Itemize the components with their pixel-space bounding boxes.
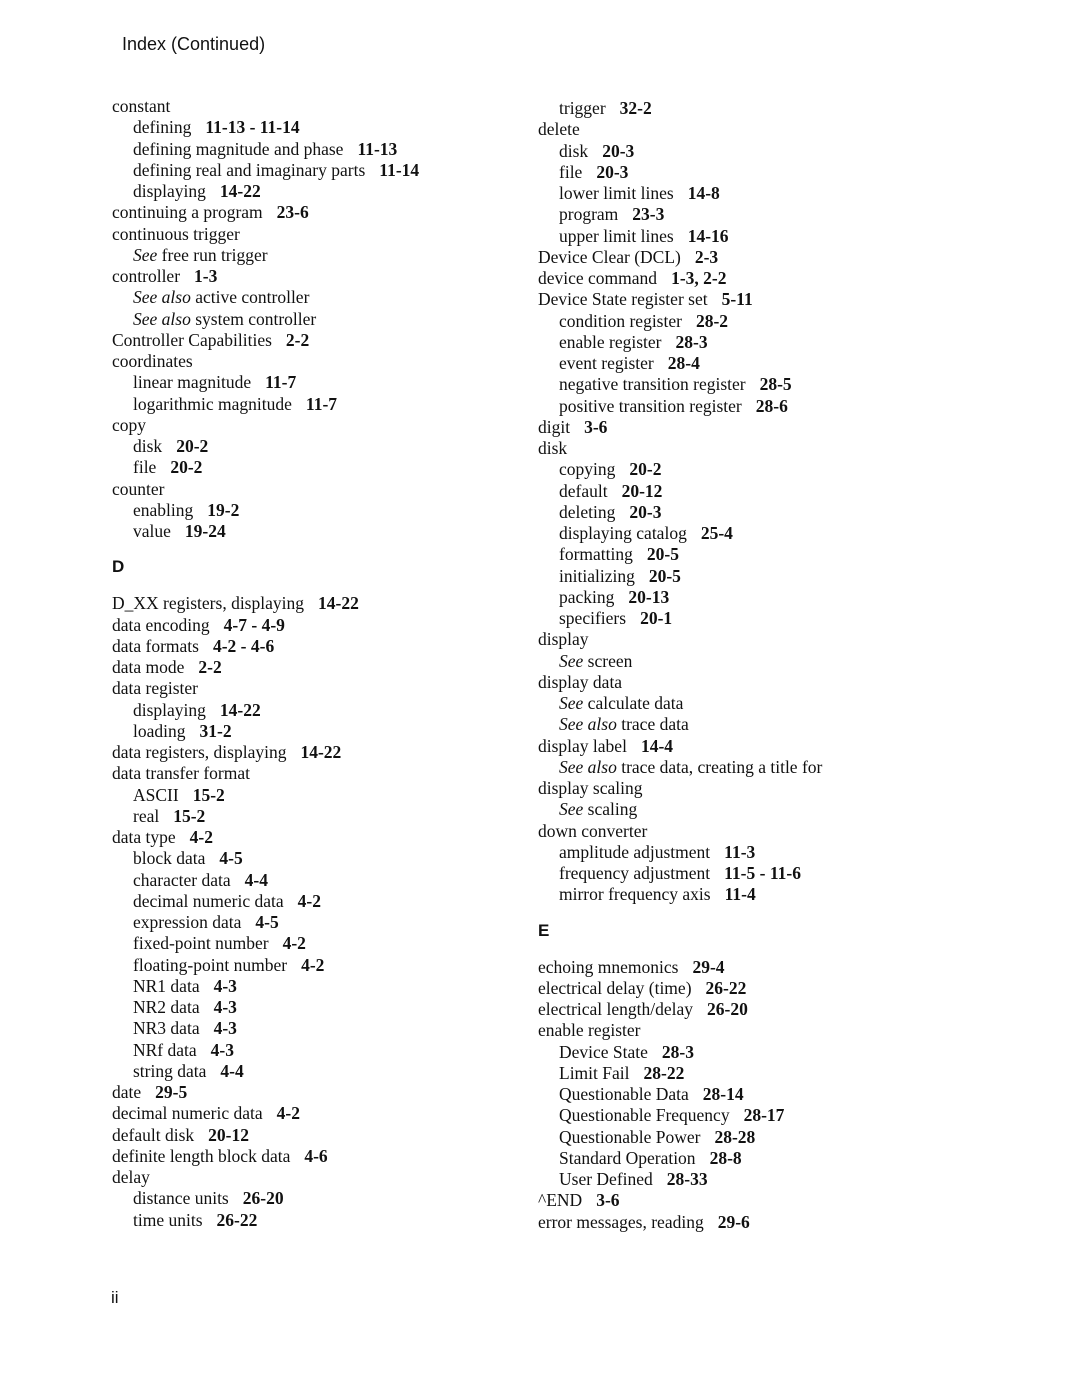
entry-term: disk [538,438,568,458]
index-subentry [538,884,938,905]
entry-term: real [133,805,160,826]
entry-term: delay [112,1167,150,1187]
entry-term: counter [112,478,165,499]
index-entry [538,417,938,438]
index-subentry [112,870,512,891]
entry-term: active controller [195,287,310,308]
index-subentry [538,353,938,374]
entry-term: electrical delay (time) [538,977,692,998]
index-subentry [112,436,512,457]
index-entry [112,224,512,245]
index-entry [112,827,512,848]
index-subentry [112,457,512,478]
entry-term: Limit Fail [559,1062,630,1083]
page-reference[interactable]: 4-2 [189,827,213,847]
entry-term: data encoding [112,614,210,635]
entry-term: packing [559,586,615,607]
index-subentry [538,374,938,395]
entry-term: device command [538,268,658,288]
entry-term: loading [133,720,186,741]
entry-term: scaling [587,799,638,820]
page-reference[interactable]: 20-13 [628,586,670,607]
entry-term: system controller [195,308,317,329]
page-reference[interactable]: 20-3 [602,140,635,161]
index-entry [112,1125,512,1146]
page-reference[interactable]: 4-2 - 4-6 [212,635,275,656]
page-header: Index (Continued) [122,34,266,54]
see-reference-label: See [559,650,584,671]
entry-term: character data [133,869,231,890]
page-reference[interactable]: 28-33 [666,1169,708,1189]
index-entry [112,1167,512,1188]
entry-term: display [538,629,589,650]
page-reference[interactable]: 26-22 [705,977,747,998]
index-entry [112,1082,512,1103]
entry-term: default disk [112,1124,195,1145]
index-entry [112,479,512,500]
index-subentry [112,1210,512,1231]
entry-term: definite length block data [112,1145,291,1166]
index-subentry [112,245,512,266]
index-subentry [112,976,512,997]
entry-term: NR2 data [133,997,200,1017]
page-reference[interactable]: 29-6 [717,1211,750,1232]
index-subentry [112,309,512,330]
entry-term: decimal numeric data [133,890,284,911]
index-subentry [538,332,938,353]
entry-term: distance units [133,1188,229,1209]
entry-term: date [112,1082,142,1102]
index-subentry [112,1040,512,1061]
entry-term: NR3 data [133,1018,200,1039]
index-entry [112,657,512,678]
entry-term: display label [538,735,627,756]
index-subentry [112,700,512,721]
page-reference[interactable]: 2-3 [694,246,719,267]
entry-term: string data [133,1060,207,1081]
entry-term: User Defined [559,1169,653,1189]
page-reference[interactable]: 4-7 - 4-9 [223,614,285,635]
index-entry [538,247,938,268]
index-subentry [538,396,938,417]
page-reference[interactable]: 23-3 [632,204,665,225]
index-column-left [112,96,512,1231]
index-entry [112,678,512,699]
index-subentry [112,139,512,160]
page-reference[interactable]: 4-4 [220,1060,244,1081]
page-reference[interactable]: 4-5 [219,848,243,869]
index-subentry [112,117,512,138]
index-subentry [112,848,512,869]
index-entry [112,266,512,287]
page-reference[interactable]: 26-20 [707,999,748,1019]
entry-term: enabling [133,499,194,520]
page-reference[interactable]: 11-14 [379,159,420,180]
entry-term: down converter [538,820,648,841]
index-subentry [112,891,512,912]
page-reference[interactable]: 20-2 [176,436,209,456]
entry-term: constant [112,96,171,116]
page-reference[interactable]: 20-5 [646,544,679,565]
entry-term: block data [133,848,206,869]
page-reference[interactable]: 11-13 - 11-14 [205,117,300,138]
index-subentry [112,521,512,542]
index-entry [112,593,512,614]
index-subentry [538,1084,938,1105]
entry-term: amplitude adjustment [559,841,711,862]
entry-term: decimal numeric data [112,1103,263,1124]
section-letter: E [538,920,550,940]
index-subentry [538,544,938,565]
index-subentry [112,1061,512,1082]
entry-term: initializing [559,565,635,586]
index-entry [538,438,938,459]
entry-term: logarithmic magnitude [133,393,292,414]
entry-term: condition register [559,310,682,331]
index-subentry [538,566,938,587]
entry-term: D_XX registers, displaying [112,593,304,614]
index-entry [538,957,938,978]
entry-term: Questionable Power [559,1126,701,1147]
entry-term: trigger [559,98,606,118]
page-reference[interactable]: 20-5 [648,565,681,586]
entry-term: linear magnitude [133,372,252,393]
entry-term: frequency adjustment [559,863,711,883]
entry-term: data mode [112,657,185,677]
entry-term: fixed-point number [133,933,269,954]
page-reference[interactable]: 28-28 [714,1126,756,1147]
index-subentry [538,459,938,480]
index-entry [538,1190,938,1211]
page-reference[interactable]: 28-3 [675,331,708,352]
index-subentry [538,757,938,778]
page-number: ii [111,1288,119,1307]
entry-term: lower limit lines [559,183,674,203]
entry-term: copying [559,459,616,480]
page-reference[interactable]: 11-4 [724,884,756,905]
entry-term: value [133,521,171,541]
page-reference[interactable]: 26-20 [242,1188,284,1209]
entry-term: enable register [559,331,662,352]
index-entry [538,978,938,999]
page-reference[interactable]: 11-13 [357,138,398,159]
page-reference[interactable]: 4-4 [244,869,268,890]
page-reference[interactable]: 23-6 [276,202,309,223]
index-subentry [112,933,512,954]
entry-term: positive transition register [559,395,742,416]
entry-term: formatting [559,544,633,565]
entry-term: enable register [538,1020,641,1041]
index-entry [538,736,938,757]
page-reference[interactable]: 19-24 [184,521,226,541]
index-subentry [112,181,512,202]
index-subentry [538,863,938,884]
entry-term: Device State [559,1041,648,1062]
entry-term: continuous trigger [112,223,240,244]
entry-term: floating-point number [133,954,288,975]
page-reference[interactable]: 14-22 [318,593,359,614]
page-reference[interactable]: 11-5 - 11-6 [724,863,801,883]
entry-term: trace data [621,714,689,735]
index-entry [112,96,512,117]
page-reference[interactable]: 14-4 [640,735,674,756]
index-subentry [112,721,512,742]
entry-term: deleting [559,501,616,522]
index-subentry [538,1127,938,1148]
entry-term: defining magnitude and phase [133,138,344,159]
page-reference[interactable]: 3-6 [596,1190,620,1211]
index-subentry [538,481,938,502]
index-subentry [112,806,512,827]
index-subentry [538,842,938,863]
entry-term: Questionable Frequency [559,1105,730,1126]
page-reference[interactable]: 29-5 [155,1082,188,1102]
page-reference[interactable]: 15-2 [173,805,206,826]
page-reference[interactable]: 32-2 [619,98,652,118]
entry-term: time units [133,1209,203,1230]
page-reference[interactable]: 20-3 [596,161,629,182]
page-reference[interactable]: 20-2 [629,459,662,480]
page-reference[interactable]: 4-2 [297,890,321,911]
index-subentry [112,912,512,933]
index-subentry [538,608,938,629]
page-reference[interactable]: 15-2 [192,784,225,805]
index-subentry [538,1063,938,1084]
index-subentry [538,651,938,672]
entry-term: digit [538,416,571,437]
index-entry [538,119,938,140]
index-entry [538,629,938,650]
index-entry [538,672,938,693]
entry-term: controller [112,266,181,286]
entry-term: disk [133,436,163,456]
entry-term: displaying [133,181,206,201]
page-reference[interactable]: 28-2 [695,310,729,331]
entry-term: Device State register set [538,289,708,310]
entry-term: error messages, reading [538,1211,704,1232]
page-reference[interactable]: 20-1 [640,608,673,628]
page-reference[interactable]: 4-6 [304,1145,328,1166]
page-reference[interactable]: 14-22 [219,699,261,720]
index-subentry [538,502,938,523]
see-reference-label: See also [133,287,191,308]
entry-term: displaying catalog [559,523,687,543]
page-reference[interactable]: 4-3 [213,1018,237,1039]
index-subentry [538,587,938,608]
index-subentry [538,1105,938,1126]
page-reference[interactable]: 28-17 [743,1105,785,1126]
entry-term: free run trigger [161,244,268,265]
index-subentry [112,160,512,181]
index-entry [538,778,938,799]
index-subentry [538,693,938,714]
index-entry [112,330,512,351]
page-reference[interactable]: 20-3 [629,501,662,522]
see-reference-label: See also [133,308,191,329]
entry-term: Controller Capabilities [112,329,272,350]
entry-term: file [559,161,583,182]
entry-term: delete [538,119,580,140]
entry-term: Device Clear (DCL) [538,246,681,267]
index-subentry [112,287,512,308]
index-column-right [538,98,938,1233]
page-reference[interactable]: 5-11 [721,289,753,310]
entry-term: file [133,457,157,478]
entry-term: defining [133,117,192,138]
page-reference[interactable]: 28-14 [702,1084,744,1104]
see-reference-label: See [133,244,158,265]
entry-term: mirror frequency axis [559,884,711,905]
entry-term: data transfer format [112,763,250,784]
page-reference[interactable]: 31-2 [199,720,232,741]
index-subentry [538,1148,938,1169]
index-subentry [112,394,512,415]
index-subentry [112,997,512,1018]
entry-term: program [559,204,619,225]
index-subentry [112,1018,512,1039]
page-reference[interactable]: 4-2 [301,954,325,975]
index-subentry [112,500,512,521]
index-subentry [112,955,512,976]
entry-term: displaying [133,699,206,720]
page-reference[interactable]: 11-7 [265,372,297,393]
entry-term: display data [538,671,623,692]
page-reference[interactable]: 20-12 [208,1124,249,1145]
page-reference[interactable]: 14-22 [219,181,261,201]
page-reference[interactable]: 4-2 [276,1103,300,1124]
page-reference[interactable]: 29-4 [692,956,725,977]
entry-term: data register [112,678,198,699]
index-entry [112,415,512,436]
entry-term: data formats [112,635,199,656]
index-subentry [538,523,938,544]
index-subentry [538,1042,938,1063]
index-subentry [538,162,938,183]
page-reference[interactable]: 26-22 [216,1209,258,1230]
page-reference[interactable]: 4-3 [210,1039,234,1060]
index-entry [112,1146,512,1167]
page-reference[interactable]: 14-8 [687,183,720,203]
index-subentry [538,714,938,735]
index-entry [112,742,512,763]
index-entry [538,1212,938,1233]
entry-term: NR1 data [133,975,200,996]
page-reference[interactable]: 1-3, 2-2 [671,268,727,288]
index-entry [538,289,938,310]
page-reference[interactable]: 25-4 [700,523,733,543]
index-entry [538,268,938,289]
page-reference[interactable]: 28-22 [643,1062,685,1083]
page-reference[interactable]: 28-4 [667,353,700,373]
entry-term: copy [112,414,147,435]
page-reference[interactable]: 4-3 [213,997,237,1017]
entry-term: Questionable Data [559,1084,689,1104]
page-reference[interactable]: 28-5 [759,374,792,395]
page-reference[interactable]: 28-8 [709,1147,742,1168]
entry-term: defining real and imaginary parts [133,159,366,180]
index-subentry [538,204,938,225]
entry-term: echoing mnemonics [538,956,679,977]
entry-term: NRf data [133,1039,197,1060]
entry-term: ^END [538,1190,583,1211]
entry-term: event register [559,353,654,373]
index-entry [538,1020,938,1041]
entry-term: specifiers [559,608,627,628]
index-subentry [538,183,938,204]
entry-term: continuing a program [112,202,263,223]
index-subentry [538,141,938,162]
section-letter: D [112,557,125,577]
entry-term: expression data [133,912,242,932]
page-reference[interactable]: 4-5 [255,912,279,932]
index-entry [112,1103,512,1124]
entry-term: disk [559,140,589,161]
see-reference-label: See also [559,714,617,735]
entry-term: Standard Operation [559,1147,696,1168]
index-entry [112,636,512,657]
page-reference[interactable]: 14-22 [300,742,342,762]
index-entry [112,763,512,784]
index-entry [112,351,512,372]
entry-term: display scaling [538,778,643,798]
page-reference[interactable]: 3-6 [584,416,608,437]
index-entry [112,202,512,223]
entry-term: negative transition register [559,374,746,395]
index-subentry [112,1188,512,1209]
page-reference[interactable]: 4-3 [213,975,237,996]
page-reference[interactable]: 20-12 [621,480,663,501]
index-subentry [538,311,938,332]
page-reference[interactable]: 19-2 [207,499,240,520]
entry-term: default [559,480,608,501]
entry-term: data registers, displaying [112,742,287,762]
entry-term: trace data, creating a title for [621,756,823,777]
page-reference[interactable]: 28-3 [661,1041,694,1062]
index-subentry [538,226,938,247]
entry-term: calculate data [587,693,684,713]
entry-term: data type [112,827,176,847]
index-subentry [112,785,512,806]
page-reference[interactable]: 11-7 [305,393,338,414]
index-entry [538,999,938,1020]
page-reference[interactable]: 11-3 [724,841,756,862]
see-reference-label: See also [559,756,617,777]
index-entry [538,821,938,842]
see-reference-label: See [559,799,584,820]
entry-term: ASCII [133,784,179,805]
index-subentry [538,98,938,119]
index-entry [112,615,512,636]
entry-term: coordinates [112,351,193,371]
page-reference[interactable]: 28-6 [755,395,788,416]
page-reference[interactable]: 2-2 [198,657,222,677]
entry-term: upper limit lines [559,225,674,246]
entry-term: electrical length/delay [538,999,693,1019]
index-subentry [112,372,512,393]
page-reference[interactable]: 4-2 [282,933,306,954]
page-reference[interactable]: 20-2 [170,457,203,478]
page-reference[interactable]: 14-16 [687,225,729,246]
see-reference-label: See [559,693,584,713]
entry-term: screen [587,650,633,671]
index-subentry [538,1169,938,1190]
page-reference[interactable]: 1-3 [194,266,218,286]
index-subentry [538,799,938,820]
page-reference[interactable]: 2-2 [285,329,310,350]
